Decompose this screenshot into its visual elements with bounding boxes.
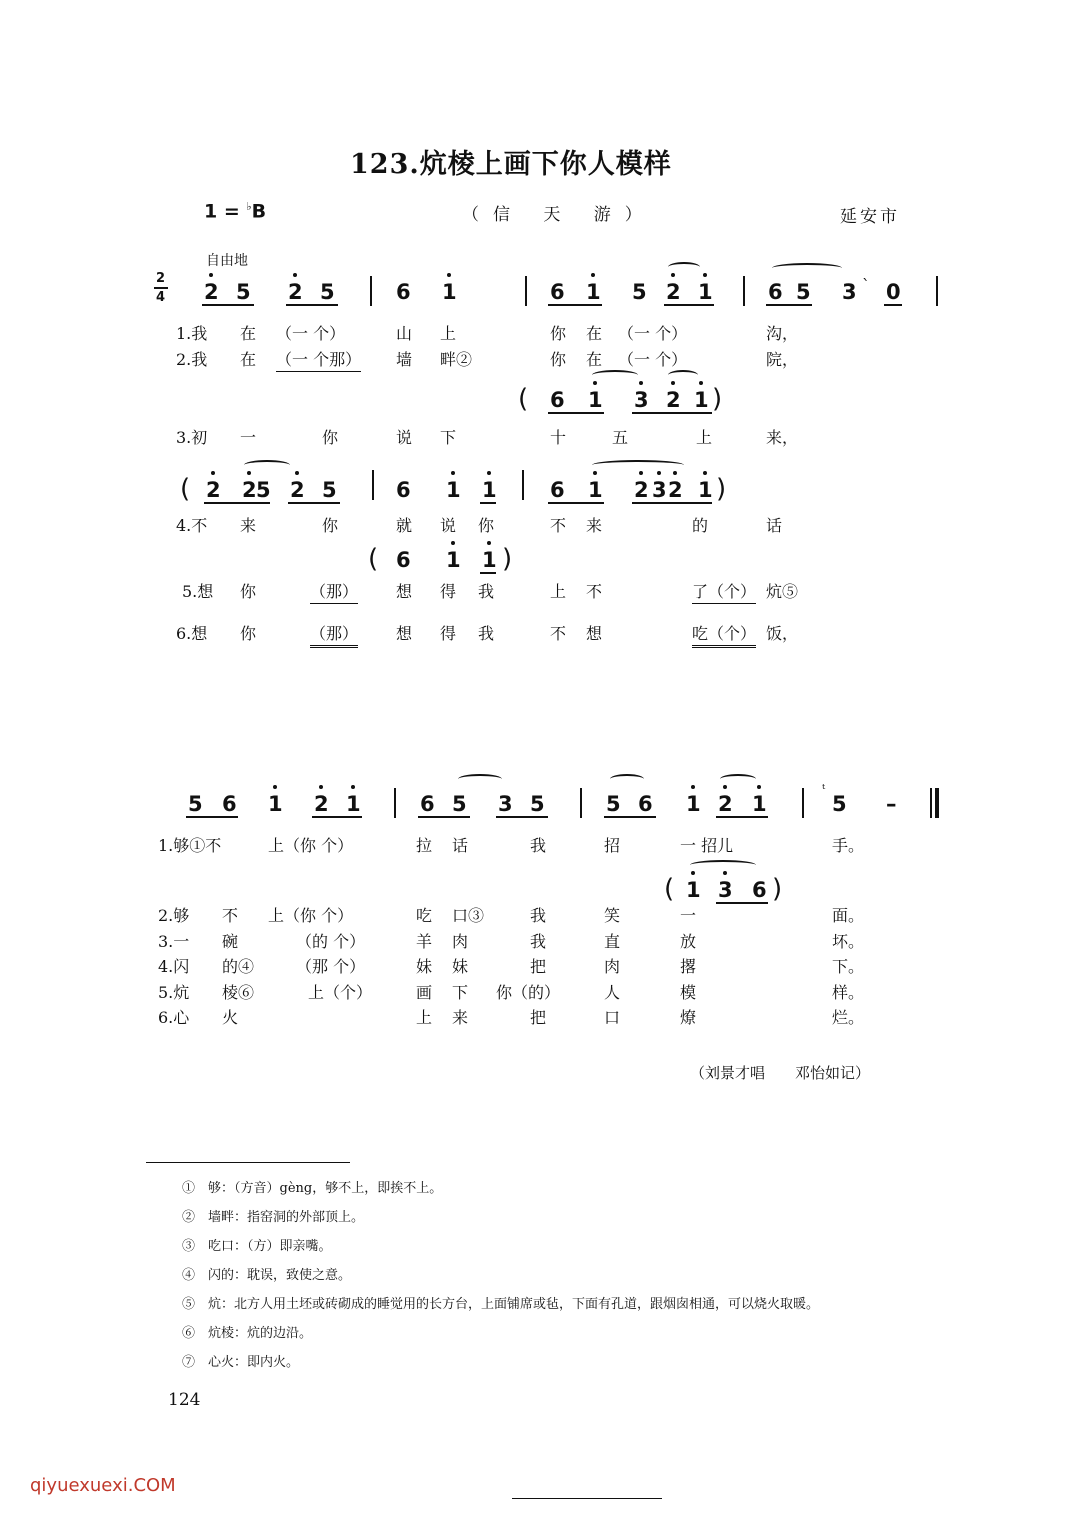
note: 2 bbox=[288, 280, 303, 304]
place-label: 延安市 bbox=[840, 207, 900, 227]
note: 5 bbox=[236, 280, 251, 304]
footnote-7: ⑦ 心火：即内火。 bbox=[182, 1355, 300, 1370]
genre-label: （信 天 游） bbox=[462, 205, 656, 225]
beam bbox=[202, 304, 254, 306]
beam bbox=[766, 304, 812, 306]
note: 5 bbox=[632, 280, 647, 304]
footnote-2: ② 墙畔：指窑洞的外部顶上。 bbox=[182, 1210, 365, 1225]
note: 1 bbox=[586, 280, 601, 304]
note: 2 bbox=[204, 280, 219, 304]
barline bbox=[370, 276, 372, 306]
slur bbox=[668, 262, 700, 272]
note: 6 bbox=[550, 280, 565, 304]
watermark: qiyuexuexi.COM bbox=[30, 1475, 176, 1496]
footnote-4: ④ 闪的：耽误，致使之意。 bbox=[182, 1268, 352, 1283]
footnote-6: ⑥ 炕棱：炕的边沿。 bbox=[182, 1326, 313, 1341]
breath-mark: ˋ bbox=[862, 276, 870, 295]
footnote-3: ③ 吃口：（方）即亲嘴。 bbox=[182, 1239, 332, 1254]
time-signature-top: 2 bbox=[156, 271, 166, 286]
footnote-1: ① 够：（方音）gèng，够不上，即挨不上。 bbox=[182, 1181, 443, 1196]
note: 5 bbox=[320, 280, 335, 304]
tempo-marking: 自由地 bbox=[206, 253, 248, 269]
beam bbox=[884, 304, 902, 306]
note: 6 bbox=[396, 280, 411, 304]
page-number: 124 bbox=[168, 1390, 201, 1410]
song-title: 123.炕棱上画下你人模样 bbox=[350, 149, 672, 180]
time-signature-line bbox=[154, 287, 168, 289]
key-signature: 1 = ♭B bbox=[204, 200, 267, 223]
time-signature-bottom: 4 bbox=[156, 290, 166, 305]
note: 1 bbox=[442, 280, 457, 304]
credit-line: （刘景才唱 邓怡如记） bbox=[690, 1064, 871, 1082]
note: 2 bbox=[666, 280, 681, 304]
slur bbox=[772, 263, 842, 273]
note: 1 bbox=[698, 280, 713, 304]
barline bbox=[525, 276, 527, 306]
bottom-rule bbox=[512, 1498, 662, 1499]
barline bbox=[743, 276, 745, 306]
note: 5 bbox=[796, 280, 811, 304]
note: 0 bbox=[886, 280, 901, 304]
beam bbox=[286, 304, 338, 306]
note: 6 bbox=[768, 280, 783, 304]
footnote-5: ⑤ 炕：北方人用土坯或砖砌成的睡觉用的长方台，上面铺席或毡，下面有孔道，跟烟囱相通，可以烧火取暖。 bbox=[182, 1297, 820, 1312]
beam bbox=[548, 304, 602, 306]
barline bbox=[936, 276, 938, 306]
note: 3 bbox=[842, 280, 857, 304]
beam bbox=[664, 304, 714, 306]
footnote-divider bbox=[146, 1162, 350, 1163]
